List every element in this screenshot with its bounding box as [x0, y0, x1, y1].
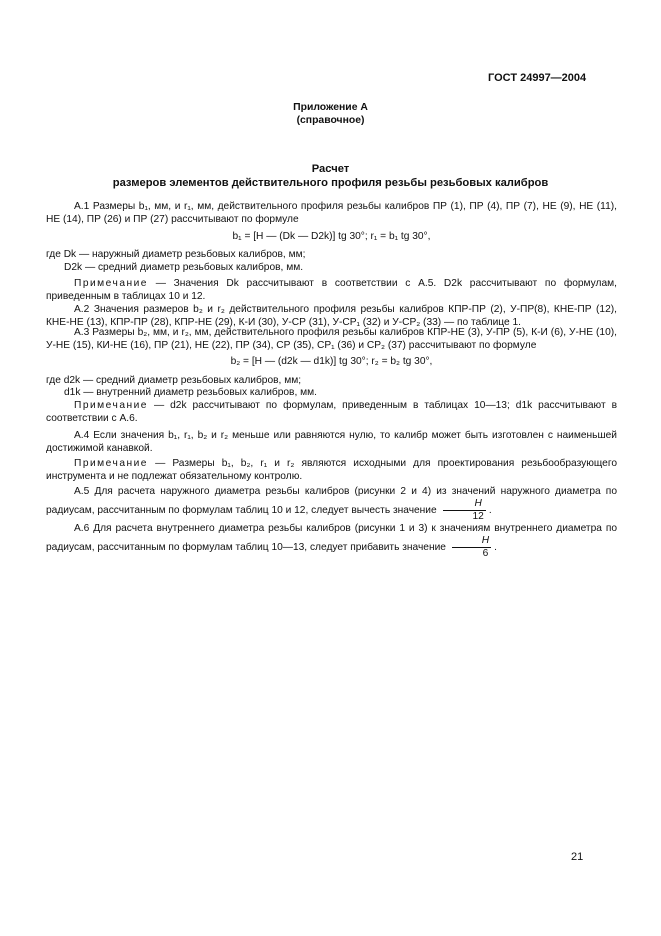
note-text: — Значения Dk рассчитывают в соответствии с А.5. D2k рассчитывают по формулам, приведенным в таблицах 10 и 12. — [46, 278, 617, 303]
clause-a5-text: Для расчета наружного диаметра резьбы калибров (рисунки 2 и 4) из значений наружного диаметра по радиусам, рассчитанным по формулам таблиц 10 и 12, следует вычесть значение — [46, 486, 617, 517]
document-code: ГОСТ 24997—2004 — [488, 72, 587, 84]
clause-a6 — [46, 522, 617, 560]
fraction-h-12 — [443, 498, 486, 523]
fraction-denominator: 12 — [472, 511, 484, 523]
clause-a5-label: А.5 — [74, 486, 90, 497]
clause-a1-text: Размеры b₁, мм, и r₁, мм, действительного профиля резьбы калибров ПР (1), ПР (4), ПР (7), НЕ (9), НЕ (11), НЕ (14), ПР (26) и ПР (27) рассчитывают по формуле — [46, 201, 617, 226]
clause-a2-text: Значения размеров b₂ и r₂ действительного профиля резьбы калибров КПР-ПР (2), У-ПР(8), КНЕ-ПР (12), КНЕ-НЕ (13), КПР-ПР (28), КПР-НЕ (29), К-И (30), У-СР (31), У-СР₁ (32) и У-СР₂ (33) — по таблице 1. — [46, 304, 617, 329]
clause-a3-text: Размеры b₂, мм, и r₂, мм, действительного профиля резьбы калибров КПР-НЕ (3), У-ПР (5), К-И (6), У-НЕ (10), У-НЕ (15), КИ-НЕ (16), ПР (21), НЕ (22), ПР (34), СР (35), СР₁ (36) и СР₂ (37) рассчитывают по формуле — [46, 327, 617, 352]
clause-a3-where-1: где d2k — средний диаметр резьбовых калибров, мм; — [46, 375, 302, 386]
note-text: — Размеры b₁, b₂, r₁ и r₂ являются исходными для проектирования резьбообразующего инструмента и не подлежат обязательному контролю. — [46, 458, 617, 483]
clause-a1-note — [46, 277, 617, 304]
clause-a6-end: . — [494, 542, 497, 554]
clause-a4-text: Если значения b₁, r₁, b₂ и r₂ меньше или равняются нулю, то калибр может быть изготовлен с наименьшей достижимой канавкой. — [46, 430, 617, 455]
note-label: Примечание — [74, 458, 148, 469]
clause-a4-label: А.4 — [74, 430, 90, 441]
section-heading-line2: размеров элементов действительного профиля резьбы резьбовых калибров — [112, 177, 549, 189]
clause-a6-text: Для расчета внутреннего диаметра резьбы калибров (рисунки 1 и 3) к значениям внутреннего диаметра по радиусам, рассчитанным по формулам таблиц 10—13, следует прибавить значение — [46, 523, 617, 554]
note-label: Примечание — [74, 278, 148, 289]
clause-a5-end: . — [488, 505, 492, 517]
clause-a3-label: А.3 — [74, 327, 90, 338]
clause-a1-label: А.1 — [74, 201, 90, 212]
fraction-numerator: H — [452, 535, 491, 548]
clause-a3-note — [46, 399, 617, 426]
page-number: 21 — [571, 851, 584, 863]
clause-a1-where-1: где Dk — наружный диаметр резьбовых калибров, мм; — [46, 249, 306, 260]
clause-a1 — [46, 200, 617, 227]
section-heading-line1: Расчет — [311, 163, 350, 175]
clause-a5 — [46, 485, 617, 523]
clause-a1-where-2: D2k — средний диаметр резьбовых калибров, мм. — [64, 262, 304, 273]
fraction-denominator: 6 — [482, 548, 489, 560]
clause-a3-where-2: d1k — внутренний диаметр резьбовых калибров, мм. — [64, 387, 317, 398]
clause-a2-label: А.2 — [74, 304, 90, 315]
clause-a6-label: А.6 — [74, 523, 90, 534]
clause-a4-note — [46, 457, 617, 484]
fraction-numerator: H — [443, 498, 486, 511]
clause-a3 — [46, 326, 617, 353]
appendix-note: (справочное) — [296, 115, 365, 126]
note-text: — d2k рассчитывают по формулам, приведенным в таблицах 10—13; d1k рассчитывают в соответствии с А.6. — [46, 400, 617, 425]
formula-b1: b₁ = [H — (Dk — D2k)] tg 30°; r₁ = b₁ tg 30°, — [232, 231, 431, 242]
note-label: Примечание — [74, 400, 148, 411]
clause-a4 — [46, 429, 617, 456]
appendix-title: Приложение А — [293, 102, 368, 113]
formula-b2: b₂ = [H — (d2k — d1k)] tg 30°; r₂ = b₂ tg 30°, — [230, 356, 433, 367]
fraction-h-6 — [452, 535, 491, 560]
